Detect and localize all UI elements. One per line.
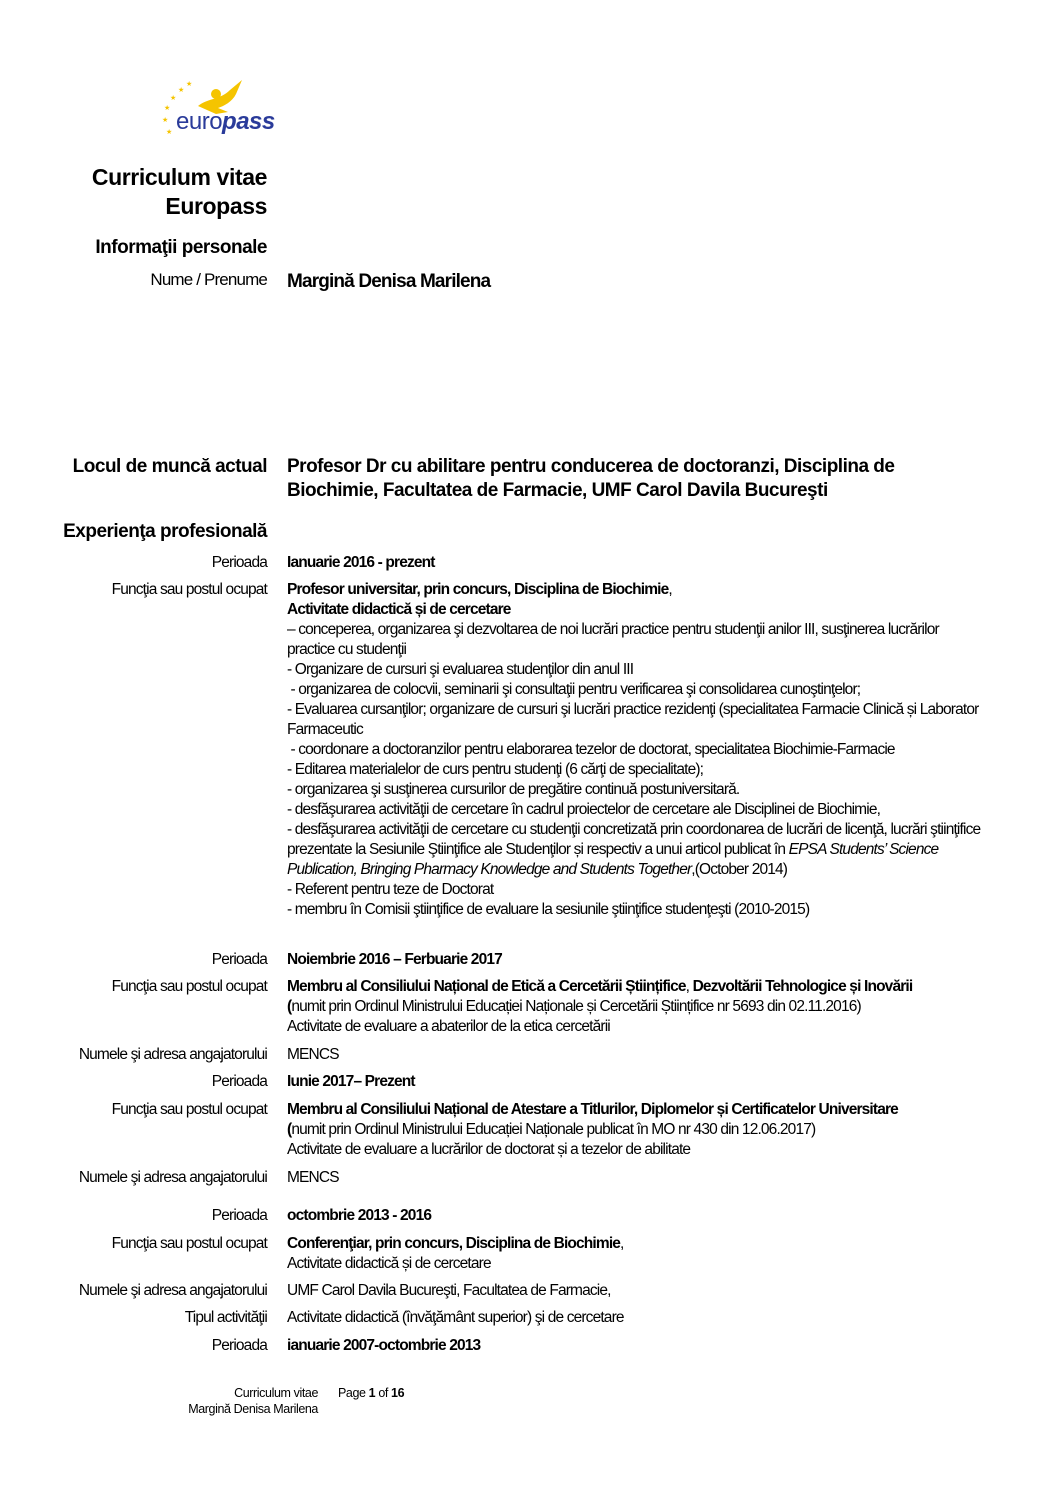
position-value bbox=[287, 1100, 987, 1160]
employer-value: MENCS bbox=[287, 1046, 339, 1063]
total-pages: 16 bbox=[391, 1386, 405, 1400]
appointment-note: numit prin Ordinul Ministrului Educației Naționale publicat în MO nr 430 din 12.06.2017) bbox=[291, 1121, 816, 1138]
duty-text: - desfăşurarea activităţii de cercetare cu studenţii concretizată prin coordonarea de lucrări de licenţă, lucrări ştiinţifice prezentate la Sesiunile Ştiinţifice ale Studenţilor și respectiv a unui articol publicat în bbox=[287, 821, 981, 858]
current-job-label: Locul de muncă actual bbox=[72, 456, 267, 477]
period-label: Perioada bbox=[211, 951, 267, 968]
activity-type-label: Tipul activităţii bbox=[184, 1309, 267, 1326]
position-title: Membru al Consiliului Național de Atestare a Titlurilor, Diplomelor și Certificatelor Universitare bbox=[287, 1101, 898, 1118]
duty-text: ,(October 2014) bbox=[691, 861, 788, 878]
employer-label: Numele şi adresa angajatorului bbox=[78, 1169, 267, 1186]
duty-item: - organizarea de colocvii, seminarii şi consultaţii pentru verificarea şi consolidarea cunoştinţelor; bbox=[287, 681, 861, 698]
section-personal-info: Informaţii personale bbox=[95, 237, 267, 258]
svg-text:★: ★ bbox=[178, 87, 184, 94]
employer-label: Numele şi adresa angajatorului bbox=[78, 1046, 267, 1063]
period-label: Perioada bbox=[211, 1337, 267, 1354]
duty-item bbox=[287, 820, 987, 880]
duty-item: - Editarea materialelor de curs pentru studenţi (6 cărţi de specialitate); bbox=[287, 761, 704, 778]
duty-item: - coordonare a doctoranzilor pentru elaborarea tezelor de doctorat, specialitatea Biochimie-Farmacie bbox=[287, 741, 895, 758]
footer-doc-info bbox=[188, 1385, 318, 1417]
paren: ( bbox=[287, 998, 292, 1015]
period-label: Perioada bbox=[211, 1073, 267, 1090]
duty-item: - organizarea şi susţinerea cursurilor de pregătire continuă postuniversitară. bbox=[287, 781, 740, 798]
period-value: Noiembrie 2016 – Ferbuarie 2017 bbox=[287, 951, 502, 968]
svg-text:★: ★ bbox=[186, 81, 192, 88]
employer-value: UMF Carol Davila Bucureşti, Facultatea de Farmacie, bbox=[287, 1282, 611, 1299]
position-subtitle: Activitate didactică și de cercetare bbox=[287, 601, 511, 618]
comma: , bbox=[668, 581, 672, 598]
publication-title: EPSA Students’ Science Publication, Bringing Pharmacy Knowledge and Students Together bbox=[287, 841, 939, 878]
footer-page-number bbox=[338, 1385, 404, 1401]
period-value: ianuarie 2007-octombrie 2013 bbox=[287, 1337, 481, 1354]
employer-value: MENCS bbox=[287, 1169, 339, 1186]
period-value: octombrie 2013 - 2016 bbox=[287, 1207, 432, 1224]
section-experience: Experienţa profesională bbox=[63, 521, 267, 542]
current-job-value: Profesor Dr cu abilitare pentru conducerea de doctoranzi, Disciplina de Biochimie, Facultatea de Farmacie, UMF Carol Davila Bucureşti bbox=[287, 456, 895, 501]
europass-logo bbox=[158, 78, 283, 144]
cv-title-line1: Curriculum vitae bbox=[91, 164, 267, 190]
of-word: of bbox=[378, 1386, 388, 1400]
duty-item: – conceperea, organizarea şi dezvoltarea de noi lucrări practice pentru studenţii anilor III, susţinerea lucrărilor practice cu studenţii bbox=[287, 621, 939, 658]
footer-person-name: Margină Denisa Marilena bbox=[188, 1402, 318, 1416]
duty-item: - Referent pentru teze de Doctorat bbox=[287, 881, 494, 898]
duty-item: - Organizare de cursuri şi evaluarea studenţilor din anul III bbox=[287, 661, 634, 678]
current-page: 1 bbox=[368, 1386, 376, 1400]
period-label: Perioada bbox=[211, 554, 267, 571]
position-value bbox=[287, 1234, 987, 1274]
period-value: Ianuarie 2016 - prezent bbox=[287, 554, 435, 571]
cv-title bbox=[92, 163, 267, 221]
position-title: Profesor universitar, prin concurs, Disciplina de Biochimie bbox=[287, 581, 669, 598]
position-title: Conferenţiar, prin concurs, Disciplina de Biochimie bbox=[287, 1235, 621, 1252]
person-name: Margină Denisa Marilena bbox=[287, 271, 491, 292]
svg-text:★: ★ bbox=[170, 95, 176, 102]
position-title: Membru al Consiliului Național de Etică a Cercetării Științifice bbox=[287, 978, 686, 995]
employer-label: Numele şi adresa angajatorului bbox=[78, 1282, 267, 1299]
duty-item: - membru în Comisii ştiinţifice de evaluare la sesiunile ştiinţifice studenţeşti (2010-2015) bbox=[287, 901, 810, 918]
footer-doc-title: Curriculum vitae bbox=[234, 1386, 318, 1400]
period-label: Perioada bbox=[211, 1207, 267, 1224]
position-label: Funcţia sau postul ocupat bbox=[111, 581, 267, 598]
appointment-note: numit prin Ordinul Ministrului Educației Naționale și Cercetării Științifice nr 5693 din 02.11.2016) bbox=[291, 998, 861, 1015]
activity-text: Activitate de evaluare a abaterilor de la etica cercetării bbox=[287, 1018, 610, 1035]
position-value bbox=[287, 580, 987, 920]
page-word: Page bbox=[338, 1386, 366, 1400]
comma: , bbox=[620, 1235, 624, 1252]
duty-item: - Evaluarea cursanţilor; organizare de cursuri şi lucrări practice rezidenţi (specialitatea Farmacie Clinică și Laborator Farmaceutic bbox=[287, 701, 979, 738]
duty-item: - desfăşurarea activităţii de cercetare în cadrul proiectelor de cercetare ale Disciplinei de Biochimie, bbox=[287, 801, 881, 818]
svg-text:★: ★ bbox=[164, 105, 170, 112]
position-value: Membru al Consiliului Național de Etică a Cercetării Științifice, Dezvoltării Tehnologice și Inovării (numit prin Ordinul Ministrului Educației Naționale și Cercetării Științifice nr 5693 din 02.11.2016) Activitate de evaluare a abaterilor de la etica cercetării bbox=[287, 977, 987, 1037]
period-value: Iunie 2017– Prezent bbox=[287, 1073, 415, 1090]
position-label: Funcţia sau postul ocupat bbox=[111, 1101, 267, 1118]
svg-text:★: ★ bbox=[162, 117, 168, 124]
cv-title-line2: Europass bbox=[165, 193, 267, 219]
position-label: Funcţia sau postul ocupat bbox=[111, 978, 267, 995]
activity-type-value: Activitate didactică (învăţământ superior) şi de cercetare bbox=[287, 1309, 624, 1326]
europass-wordmark: europass bbox=[176, 108, 275, 135]
position-subtitle: Activitate didactică și de cercetare bbox=[287, 1255, 491, 1272]
position-title: Dezvoltării Tehnologice și Inovării bbox=[692, 978, 913, 995]
svg-text:★: ★ bbox=[166, 129, 172, 136]
name-label: Nume / Prenume bbox=[150, 270, 267, 289]
activity-text: Activitate de evaluare a lucrărilor de doctorat și a tezelor de abilitate bbox=[287, 1141, 691, 1158]
paren: ( bbox=[287, 1121, 292, 1138]
position-label: Funcţia sau postul ocupat bbox=[111, 1235, 267, 1252]
